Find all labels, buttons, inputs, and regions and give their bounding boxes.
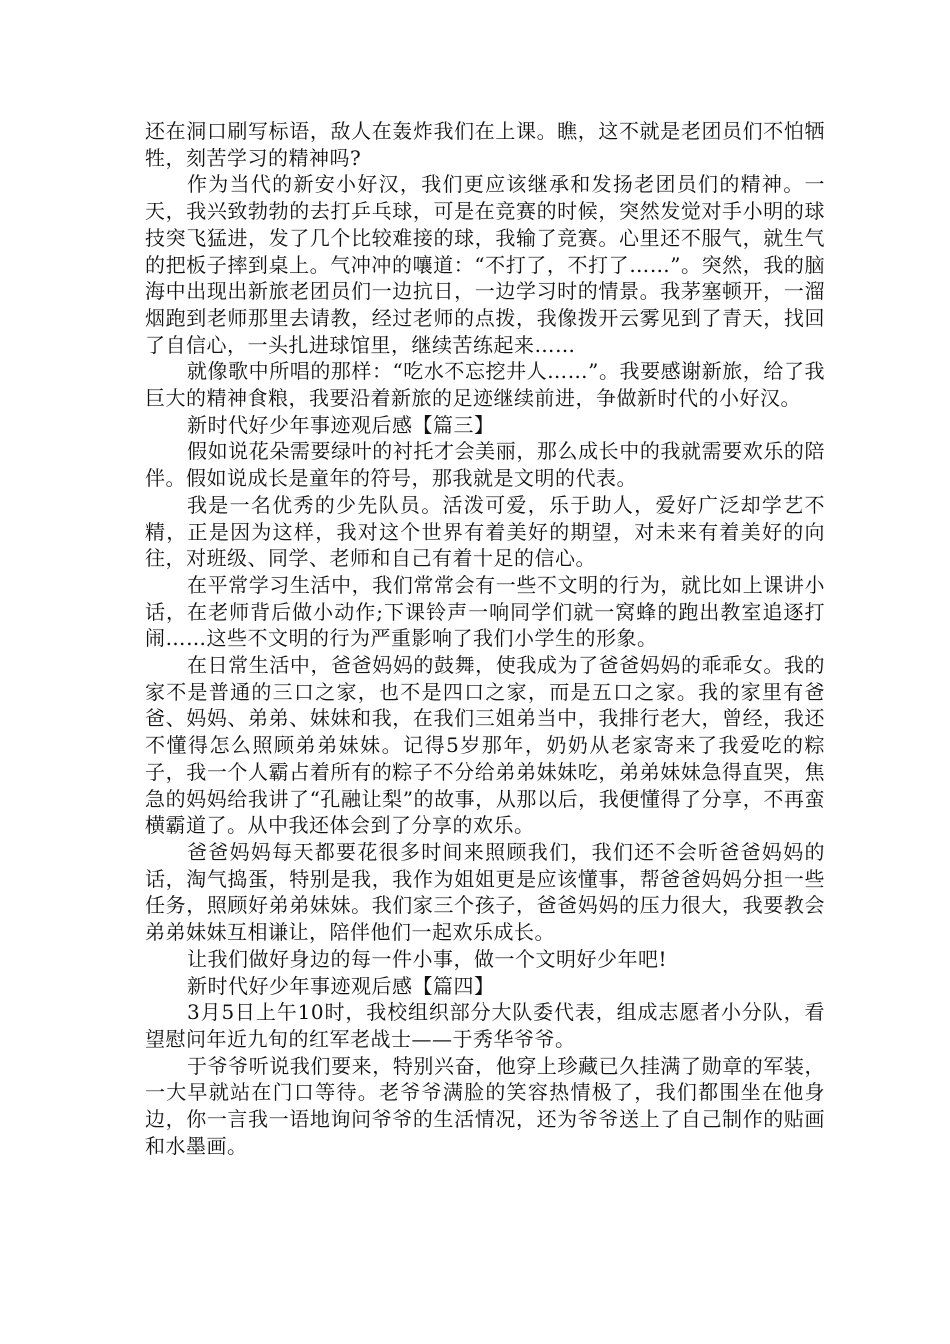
- paragraph-7: 在平常学习生活中，我们常常会有一些不文明的行为，就比如上课讲小话，在老师背后做小动作;下课铃声一响同学们就一窝蜂的跑出教室追逐打闹……这些不文明的行为严重影响了我们小学生的形象。: [145, 572, 825, 651]
- document-page: [145, 118, 825, 1159]
- paragraph-8: 在日常生活中，爸爸妈妈的鼓舞，使我成为了爸爸妈妈的乖乖女。我的家不是普通的三口之家，也不是四口之家，而是五口之家。我的家里有爸爸、妈妈、弟弟、妹妹和我，在我们三姐弟当中，我排行老大，曾经，我还不懂得怎么照顾弟弟妹妹。记得5岁那年，奶奶从老家寄来了我爱吃的粽子，我一个人霸占着所有的粽子不分给弟弟妹妹吃，弟弟妹妹急得直哭，焦急的妈妈给我讲了“孔融让梨”的故事，从那以后，我便懂得了分享，不再蛮横霸道了。从中我还体会到了分享的欢乐。: [145, 653, 825, 838]
- paragraph-5: 假如说花朵需要绿叶的衬托才会美丽，那么成长中的我就需要欢乐的陪伴。假如说成长是童年的符号，那我就是文明的代表。: [145, 439, 825, 491]
- paragraph-6: 我是一名优秀的少先队员。活泼可爱，乐于助人，爱好广泛却学艺不精，正是因为这样，我对这个世界有着美好的期望，对未来有着美好的向往，对班级、同学、老师和自己有着十足的信心。: [145, 492, 825, 571]
- paragraph-9: 爸爸妈妈每天都要花很多时间来照顾我们，我们还不会听爸爸妈妈的话，淘气捣蛋，特别是我，我作为姐姐更是应该懂事，帮爸爸妈妈分担一些任务，照顾好弟弟妹妹。我们家三个孩子，爸爸妈妈的压力很大，我要教会弟弟妹妹互相谦让，陪伴他们一起欢乐成长。: [145, 839, 825, 945]
- paragraph-13: 于爷爷听说我们要来，特别兴奋，他穿上珍藏已久挂满了勋章的军装，一大早就站在门口等待。老爷爷满脸的笑容热情极了，我们都围坐在他身边，你一言我一语地询问爷爷的生活情况，还为爷爷送上了自己制作的贴画和水墨画。: [145, 1053, 825, 1158]
- section-heading-part-3: 新时代好少年事迹观后感【篇三】: [187, 412, 495, 437]
- paragraph-1: 还在洞口刷写标语，敌人在轰炸我们在上课。瞧，这不就是老团员们不怕牺牲，刻苦学习的精神吗?: [145, 119, 825, 170]
- paragraph-2: 作为当代的新安小好汉，我们更应该继承和发扬老团员们的精神。一天，我兴致勃勃的去打乒乓球，可是在竞赛的时候，突然发觉对手小明的球技突飞猛进，发了几个比较难接的球，我输了竞赛。心里还不服气，就生气的把板子摔到桌上。气冲冲的嚷道：“不打了，不打了……”。突然，我的脑海中出现出新旅老团员们一边抗日，一边学习时的情景。我茅塞顿开，一溜烟跑到老师那里去请教，经过老师的点拨，我像拨开云雾见到了青天，找回了自信心，一头扎进球馆里，继续苦练起来……: [145, 172, 825, 357]
- paragraph-10: 让我们做好身边的每一件小事，做一个文明好少年吧!: [187, 946, 668, 971]
- paragraph-3: 就像歌中所唱的那样：“吃水不忘挖井人……”。我要感谢新旅，给了我巨大的精神食粮，我要沿着新旅的足迹继续前进，争做新时代的小好汉。: [145, 359, 825, 411]
- paragraph-12: 3月5日上午10时，我校组织部分大队委代表，组成志愿者小分队，看望慰问年近九旬的红军老战士——于秀华爷爷。: [145, 1000, 825, 1051]
- section-heading-part-4: 新时代好少年事迹观后感【篇四】: [187, 973, 495, 998]
